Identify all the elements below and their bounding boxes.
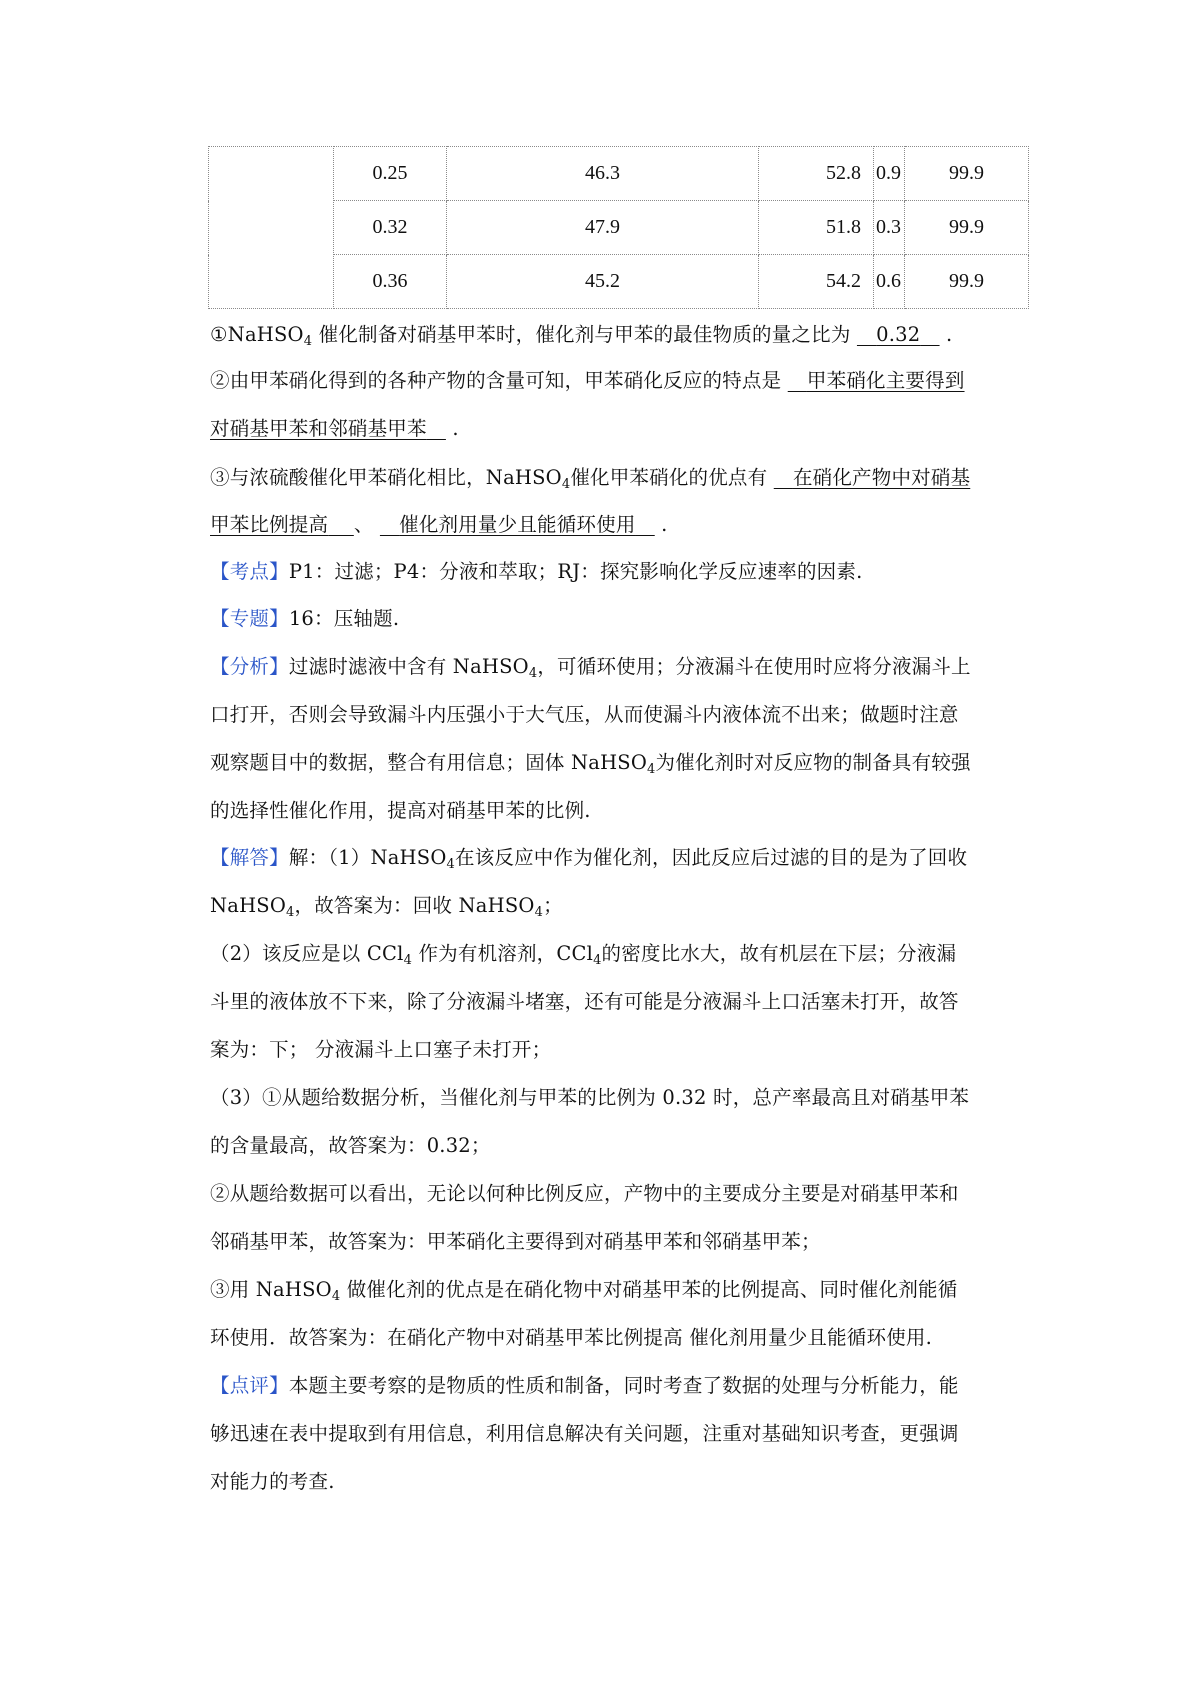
question-1: ①NaHSO$_4$ 催化制备对硝基甲苯时，催化剂与甲苯的最佳物质的量之比为 0.32 .	[210, 323, 953, 349]
jieda-section: 【解答】解：（1）NaHSO$_4$在该反应中作为催化剂，因此反应后过滤的目的是为了回收	[210, 846, 968, 872]
jieda-line-6: （3）①从题给数据分析，当催化剂与甲苯的比例为 0.32 时，总产率最高且对硝基甲苯	[210, 1086, 970, 1109]
question-3: ③与浓硫酸催化甲苯硝化相比，NaHSO$_4$催化甲苯硝化的优点有 在硝化产物中对硝基	[210, 466, 971, 492]
jieda-line-8: ②从题给数据可以看出，无论以何种比例反应，产物中的主要成分主要是对硝基甲苯和	[210, 1182, 959, 1205]
answer-blank: 对硝基甲苯和邻硝基甲苯	[210, 417, 427, 440]
table-cell: 0.25	[334, 147, 447, 201]
kaodian-tag: 【考点】	[210, 560, 289, 583]
answer-blank: 甲苯硝化主要得到	[806, 369, 965, 392]
dianping-tag: 【点评】	[210, 1374, 289, 1397]
fenxi-tag: 【分析】	[210, 655, 289, 678]
jieda-line-10: ③用 NaHSO$_4$ 做催化剂的优点是在硝化物中对硝基甲苯的比例提高、同时催化剂能循	[210, 1278, 958, 1304]
table-cell: 51.8	[759, 201, 874, 255]
jieda-line-4: 斗里的液体放不下来，除了分液漏斗堵塞，还有可能是分液漏斗上口活塞未打开，故答	[210, 990, 959, 1013]
fenxi-section: 【分析】过滤时滤液中含有 NaHSO$_4$，可循环使用；分液漏斗在使用时应将分液漏斗上	[210, 655, 971, 681]
answer-blank: 催化剂用量少且能循环使用	[399, 513, 636, 536]
zhuanti-tag: 【专题】	[210, 607, 289, 630]
question-2: ②由甲苯硝化得到的各种产物的含量可知，甲苯硝化反应的特点是 甲苯硝化主要得到	[210, 369, 965, 392]
kaodian-section: 【考点】P1：过滤；P4：分液和萃取；RJ：探究影响化学反应速率的因素.	[210, 560, 863, 583]
table-cell: 47.9	[447, 201, 759, 255]
table-cell: 54.2	[759, 255, 874, 309]
dianping-line-2: 够迅速在表中提取到有用信息，利用信息解决有关问题，注重对基础知识考查，更强调	[210, 1422, 959, 1445]
table-cell: 0.6	[874, 255, 905, 309]
jieda-line-11: 环使用．故答案为：在硝化产物中对硝基甲苯比例提高 催化剂用量少且能循环使用.	[210, 1326, 932, 1349]
table-cell: 0.36	[334, 255, 447, 309]
answer-blank: 0.32	[876, 323, 921, 346]
table-cell: 99.9	[905, 201, 1029, 255]
table-cell: 99.9	[905, 255, 1029, 309]
answer-blank: 在硝化产物中对硝基	[792, 466, 971, 489]
data-table	[208, 146, 1029, 309]
table-cell: 99.9	[905, 147, 1029, 201]
table-cell: 0.9	[874, 147, 905, 201]
fenxi-line-3: 观察题目中的数据，整合有用信息；固体 NaHSO$_4$为催化剂时对反应物的制备具有较强	[210, 751, 971, 777]
jieda-line-2: NaHSO$_4$，故答案为：回收 NaHSO$_4$；	[210, 894, 563, 920]
zhuanti-section: 【专题】16：压轴题.	[210, 607, 400, 630]
table-empty-cell	[209, 147, 334, 309]
question-2-cont: 对硝基甲苯和邻硝基甲苯 .	[210, 417, 459, 440]
jieda-tag: 【解答】	[210, 846, 289, 869]
table-cell: 52.8	[759, 147, 874, 201]
fenxi-line-4: 的选择性催化作用，提高对硝基甲苯的比例.	[210, 799, 591, 822]
fenxi-line-2: 口打开，否则会导致漏斗内压强小于大气压，从而使漏斗内液体流不出来；做题时注意	[210, 703, 959, 726]
table-cell: 0.3	[874, 201, 905, 255]
question-3-cont: 甲苯比例提高 、 催化剂用量少且能循环使用 .	[210, 513, 668, 536]
jieda-line-3: （2）该反应是以 CCl$_4$ 作为有机溶剂，CCl$_4$的密度比水大，故有机层在下层；分液漏	[210, 942, 957, 968]
jieda-line-7: 的含量最高，故答案为：0.32；	[210, 1134, 491, 1157]
table-cell: 46.3	[447, 147, 759, 201]
jieda-line-9: 邻硝基甲苯，故答案为：甲苯硝化主要得到对硝基甲苯和邻硝基甲苯；	[210, 1230, 821, 1253]
table-cell: 0.32	[334, 201, 447, 255]
dianping-section: 【点评】本题主要考察的是物质的性质和制备，同时考查了数据的处理与分析能力，能	[210, 1374, 959, 1397]
answer-blank: 甲苯比例提高	[210, 513, 329, 536]
dianping-line-3: 对能力的考查.	[210, 1470, 335, 1493]
jieda-line-5: 案为：下； 分液漏斗上口塞子未打开；	[210, 1038, 552, 1061]
table-row	[209, 147, 1029, 201]
table-cell: 45.2	[447, 255, 759, 309]
